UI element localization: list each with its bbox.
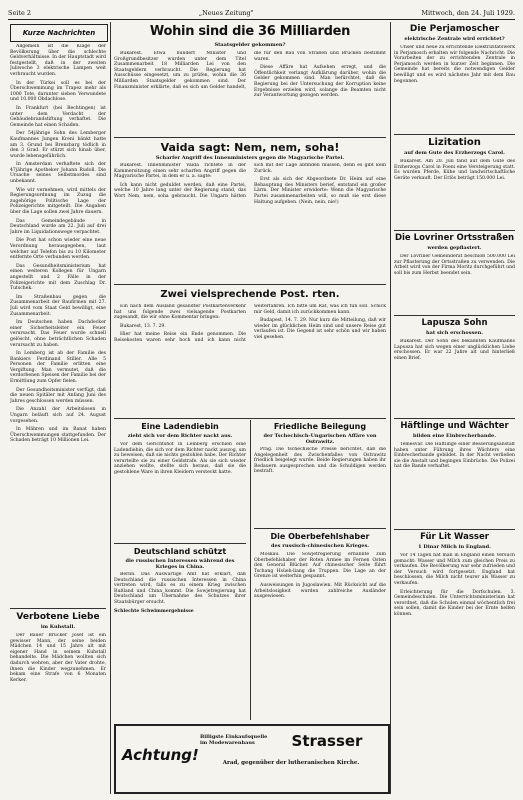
- kurze-title: Kurze Nachrichten: [22, 29, 96, 37]
- haeftlinge-body: [394, 442, 515, 526]
- issue-date: Mittwoch, den 24. Juli 1929.: [421, 9, 515, 17]
- column-rule: [250, 420, 251, 720]
- article-text: Unser und neue zu errichtende Elektrizitätswerk in Perjamosch erbalten wir folgende Nachricht: Die Vorarbeiten der zu errichtenden Zentrale in Perjamosch werden in kurzer Zeit beginnen. Die Gemeinde hat bereits die notwendigen Gelder bewilligt und es wird nächstes Jahr mit dem Bau begonnen.: [394, 45, 515, 84]
- news-item: Die Anzahl der Arbeitslosen in Ungarn beläuft sich auf 24. August vorgesehen.: [10, 407, 106, 424]
- lapusza-subtitle: hat sich erschossen.: [426, 330, 483, 336]
- lapusza-title: Lapusza Sohn: [421, 318, 488, 328]
- vaida-subheadline: Scharfer Angriff des Innenministers gegen die Magyarische Partei.: [155, 155, 345, 161]
- ladendiebin-subtitle: zieht sich vor dem Richter nackt aus.: [127, 433, 233, 439]
- ladendiebin-body: [114, 442, 246, 540]
- lapusza-body: [394, 339, 515, 415]
- divider: [114, 543, 246, 544]
- article-paragraph: Ein nach dem Ausland gesandter Postkartenverkehr hat uns folgende zwei vielsagende Postkarten zugesandt, die wir ohne Kommentar bringen:: [114, 304, 246, 321]
- news-item: In Lemberg ist ab der Familie des Bankiers Ferdinand Stiller. Alle 5 Personen der Familie erlitten eine Vergiftung. Man vermutet, daß die verdorbenen Speisen der Familie bei der Ermittlung zum Opfer fielen.: [10, 351, 106, 385]
- news-item: Im Straßenbau gegen die Zusammenarbeit der Baufirmen mit 27. Juli wird vom Staat Geld bewilligt, eine Zusammenarbeit.: [10, 294, 106, 317]
- article-text: Ausweisungen in Jugoslawien. Mit Rücksicht auf die Arbeitslosigkeit wurden zahlreiche Ausländer ausgewiesen.: [254, 582, 386, 600]
- wasser-title: Für Lit Wasser: [420, 532, 489, 542]
- oberbefehl-subtitle: des russisch-chinesischen Krieges.: [270, 543, 370, 549]
- article-text: Vor dem Gerichtshof in Lemberg erschien eine Ladendiebin, die sich vor dem Richter nackt auszog, um zu beweisen, daß sie nichts gestohlen habe. Der Richter verurteilte sie zu einer Geldstrafe. Als sie sich wieder anziehen wollte, stellte sich heraus, daß sie die gestohlene Ware in ihren Kleidern versteckt hatte.: [114, 442, 246, 475]
- verbotene-body: [10, 633, 106, 793]
- vaida-article-body: [114, 163, 386, 281]
- article-text: Moskau. Die Sowjetregierung ernannte zum Oberbefehlshaber der Roten Armee im Fernen Osten den General Blücher. Auf chinesischer Seite führt Tschang Hsüeh-liang die Truppen. Die Lage an der Grenze ist weiterhin gespannt.: [254, 552, 386, 580]
- article-text: Temesvar. Die Häftlinge einer Besserungsanstalt haben unter Führung ihres Wächters eine Einbrecherbande gebildet. In der Nacht verließen sie die Anstalt und begingen Einbrüche. Die Polizei hat die Bande verhaftet.: [394, 442, 515, 470]
- zwei-article-body: [114, 304, 386, 414]
- news-item: Allgemein ist die Klage der Bevölkerung über die schlechte Geldverhältnisse. In der Hauptstadt wird festgestellt, daß in der zweiten Juliwoche 3 elektrische Lampen weit verbraucht wurden.: [10, 44, 106, 77]
- divider: [114, 418, 386, 419]
- main-headline: Wohin sind die 36 Milliarden: [149, 24, 351, 39]
- divider: [394, 418, 515, 419]
- ad-tagline: Billigste Einkaufsquelle im Modewarenhaus: [200, 734, 268, 746]
- page-header: [8, 7, 515, 20]
- ad-address: Arad, gegenüber der lutheranischen Kirche.: [222, 760, 360, 766]
- news-item: In Frankfurt (bei Bechtingen) ist unter dem Verdacht der Gebäudebrandstiftung verhaftet. Die Gemeinde hat einen Schaden.: [10, 105, 106, 128]
- divider: [114, 284, 386, 285]
- article-text: Vor 14 Tagen hat man in England einen Versuch gemacht: Wasser und Milch zum gleichen Preis zu verkaufen. Die Bevölkerung war sehr zufrieden und der Versuch wird fortgesetzt. England hat beschlossen, die Milch nicht teurer als Wasser zu verkaufen.: [394, 553, 515, 586]
- news-item: In der Türkei soll es bei der Überschwemmung im Trapez mehr als 1000 Tote, darunter sieben Verwundete und 10.000 Obdachlose.: [10, 80, 106, 103]
- main-article-body: [114, 51, 386, 133]
- page-number: Seite 2: [8, 9, 32, 17]
- lizitation-subtitle: auf dem Gute des Erzherzogs Carol.: [404, 150, 505, 156]
- lizitation-body: [394, 159, 515, 227]
- zwei-headline: Zwei vielsprechende Post. rten.: [160, 289, 340, 300]
- oberbefehl-title: Die Oberbefehlshaber: [270, 532, 370, 541]
- oberbefehl-body: [254, 552, 386, 720]
- news-item: Der 54jährige Sohn des Lemberger Kaufmannes Jungen Kreni bänkt hatte am 3. Grund bei Brenzbarg tödlich in den 3 Grad. Er stürzt sich hinab über, wurde lebensgefährlich.: [10, 131, 106, 159]
- schutz-body: [114, 572, 246, 720]
- schutz-title: Deutschland schützt: [133, 547, 227, 556]
- article-paragraph: Diese Affäre hat Aufsehen erregt, und die Öffentlichkeit verlangt Aufklärung darüber, wohin die Gelder gekommen sind. Man befürchtet, daß die Regierung bei der Untersuchung der Korruption keine Ergebnisse erzielen wird, solange die Beamten nicht zur Verantwortung gezogen werden.: [254, 65, 386, 99]
- article-text: Berlin. Das Auswärtige Amt hat erklärt, daß Deutschland die russischen Interessen in China vertreten wird, falls es zu einem Krieg zwischen Rußland und China kommt. Die Sowjetregierung hat Deutschland um Übernahme des Schutzes ihrer Staatsbürger ersucht.: [114, 572, 246, 605]
- news-item: In Amsterdam verhaftete sich der 47jährige Apotheker Johann Rudoll. Die Ursache seines Selbstmordes sind unbekannt.: [10, 162, 106, 185]
- article-paragraph: Bukarest. Innenminister Vaida richtete in der Kammersitzung einen sehr scharfen Angriff gegen die Magyarische Partei, in dem er u. a. sagte:: [114, 163, 246, 180]
- ad-company-name: Strasser: [291, 732, 363, 750]
- news-item: Im Deutschen haben Dachdecker einer Sicherheitsleiter ein Feuer verursacht. Das Feuer wurde schnell gelöscht, ohne beträchtlichen Schaden verursacht zu haben.: [10, 320, 106, 348]
- beilegung-body: [254, 447, 386, 525]
- main-subheadline: Staatsgelder gekommen?: [214, 42, 286, 48]
- column-rule: [390, 22, 391, 794]
- article-paragraph: Bukarest. Etwa hundert Minister und Großgrundbesitzer wurden unter dem Titel Zusammenarbeit 18 Milliarden Lei von den Staatsgeldern verbraucht. Die Regierung hat Ausschüsse eingesetzt, um zu prüfen, wohin die 36 Milliarden Staatsgelder gekommen sind. Der Finanzminister erklärte, daß es sich um Gelder handelt, die für den Bau von Straßen und Brücken bestimmt waren.: [114, 51, 386, 90]
- haeftlinge-subtitle: bilden eine Einbrecherbande.: [413, 433, 496, 439]
- article-dateline: Bukarest, 13. 7. 29.: [120, 323, 166, 329]
- newspaper-name: „Neues Zeitung": [198, 9, 254, 17]
- article-paragraph: Hier hat meine Reise ein Ende genommen. Die Reisekosten waren sehr hoch und ich kann nicht weiterfahren. Ich bitte um Rat, was ich tun soll. Schick mir Geld, damit ich zurückkommen kann.: [114, 304, 386, 343]
- strasser-advertisement: [114, 724, 390, 794]
- verbotene-title: Verbotene Liebe: [16, 612, 100, 622]
- article-paragraph: Budapest, 14. 7. 29. Nur kurz die Mitteilung, daß wir wieder im glücklichen Heim sind und unsere Reise gut verlaufen ist. Die Gegend ist sehr schön und wir haben viel gesehen.: [254, 318, 386, 340]
- article-text: Prag. Die tschechische Presse berichtet, daß die Angelegenheit des Zwischenfalles von Ostrawitz friedlich beigelegt wurde. Beide Regierungen haben ihr Bedauern ausgesprochen und die Schuldigen werden bestraft.: [254, 447, 386, 475]
- haeftlinge-title: Häftlinge und Wächter: [400, 421, 509, 431]
- lovrin-subtitle: werden gepflastert.: [427, 245, 482, 251]
- lovrin-title: Die Lovriner Ortsstraßen: [394, 233, 515, 243]
- divider: [114, 137, 386, 138]
- lizitation-title: Lizitation: [428, 137, 481, 148]
- wasser-subtitle: 1 Dinar Milch in England.: [418, 544, 491, 550]
- kurze-nachrichten-banner: [10, 24, 108, 42]
- article-paragraph: Ich kann nicht geduldet werden, daß eine Partei, welche 10 Jahre lang unter der Regierung stand, das Wort Nem, nem, soha gebraucht. Die Ungarn hätten sich mit der Lage abfinden müssen, denn es gibt kein Zurück.: [114, 163, 386, 199]
- ladendiebin-title: Eine Ladendiebin: [141, 422, 219, 431]
- divider: [10, 608, 106, 609]
- news-item: Das Gesundheitsministerium hat einen weiteren Kollegen für Ungarn angestellt und 2 Fälle in der Polizeigerichte mit dem Zuschlag Dr. Tutschek.: [10, 263, 106, 292]
- article-text: Erleichterung für die Dorfschulen. 3. Gemeindeschulen. Die Unterrichtsministerium hat verordnet, daß die Schulen einmal wöchentlich frei sein sollen, damit die Kinder bei der Ernte helfen können.: [394, 589, 515, 617]
- wasser-body: [394, 553, 515, 793]
- ad-headline: Achtung!: [122, 746, 199, 764]
- vaida-headline: Vaida sagt: Nem, nem, soha!: [160, 141, 340, 154]
- news-item: Der Gesundheitsminister verfügt, daß die neuen Spitäler mit Anfang Juni des Jahres geschlossen werden müssen.: [10, 387, 106, 404]
- news-item: In Mähren und im Banat haben Überschwemmungen stattgefunden. Der Schaden beträgt 10 Millionen Lei.: [10, 427, 106, 444]
- divider: [394, 230, 515, 231]
- perjamosch-subtitle: elektrische Zentrale wird errichtet?: [404, 36, 505, 42]
- kurze-nachrichten-column: [10, 44, 106, 606]
- article-text: Der Bauer Brucker Josef ist ein gewisser Mann, der seine beiden Mädchen 14 und 15 Jahre alt mit eigener Hand in seinem Kuhstall behandelte. Die Mädchen wollten sich dadurch wehren, aber der Vater drohte, ihnen die Kinder wegzunehmen. Er bekam eine Strafe von 6 Monaten Kerker.: [10, 633, 106, 683]
- perjamosch-title: Die Perjamoscher: [409, 24, 500, 34]
- news-item: Wie wir vernehmen, wird mittels der Regierungsordnung im Zuzug die zugehörige Politische Lage der Polizeigerichte mitgeteilt. Die Angaben über die Lage sollen zwei Jahre dauern.: [10, 187, 106, 216]
- beilegung-subtitle: der Tschechisch-Ungarischen Affäre von Ostrawitz.: [263, 433, 377, 445]
- divider: [254, 528, 386, 529]
- article-text: Bukarest. Der Sohn des bekannten Kaufmanns Lapusza hat sich wegen einer unglücklichen Liebe erschossen. Er war 22 Jahre alt und hinterließ einen Brief.: [394, 339, 515, 361]
- beilegung-title: Friedliche Beilegung: [273, 422, 367, 431]
- perjamosch-body: [394, 45, 515, 131]
- lovrin-body: [394, 254, 515, 312]
- news-item: Die Post hat schon wieder eine neue Verordnung herausgegeben, laut welcher auf Telefon bis zu 10 Kilometer entfernte Orte verbunden werden.: [10, 238, 106, 261]
- divider: [394, 134, 515, 135]
- verbotene-subtitle: im Kuhstall.: [40, 624, 76, 630]
- article-text: Der Lovriner Gemeinderat beschloß 500.000 Lei zur Pflasterung der Ortsstraßen zu verwenden. Die Arbeit wird von der Firma Moritz durchgeführt und soll bis zum Herbst beendet sein.: [394, 254, 515, 276]
- article-subheading: Schlechte Schwimmergebnisse: [114, 608, 194, 614]
- article-paragraph: Erst als sich der Abgeordnete Dr. Heim auf eine Behauptung des Ministers berief, entstand ein großer Lärm. Der Minister erwiderte: Wenn die Magyarische Partei zusammenarbeiten will, so muß sie erst diese Haltung aufgeben. (Nein, nein, nie!): [254, 177, 386, 205]
- article-text: Bukarest. Am 20. Juli fand auf dem Gute des Erzherzogs Carol in Foeni eine Versteigerung statt. Es wurden Pferde, Kühe und landwirtschaftliche Geräte verkauft. Der Erlös beträgt 150.000 Lei.: [394, 159, 515, 181]
- news-item: Das Gemeindegebäude in Deutschland wurde am 22. Juli auf drei Jahre im Liquidationswege verpachtet.: [10, 218, 106, 235]
- schutz-subtitle: die russischen Interessen während des Krieges in China.: [125, 558, 235, 570]
- column-rule: [110, 22, 111, 794]
- divider: [394, 529, 515, 530]
- divider: [394, 315, 515, 316]
